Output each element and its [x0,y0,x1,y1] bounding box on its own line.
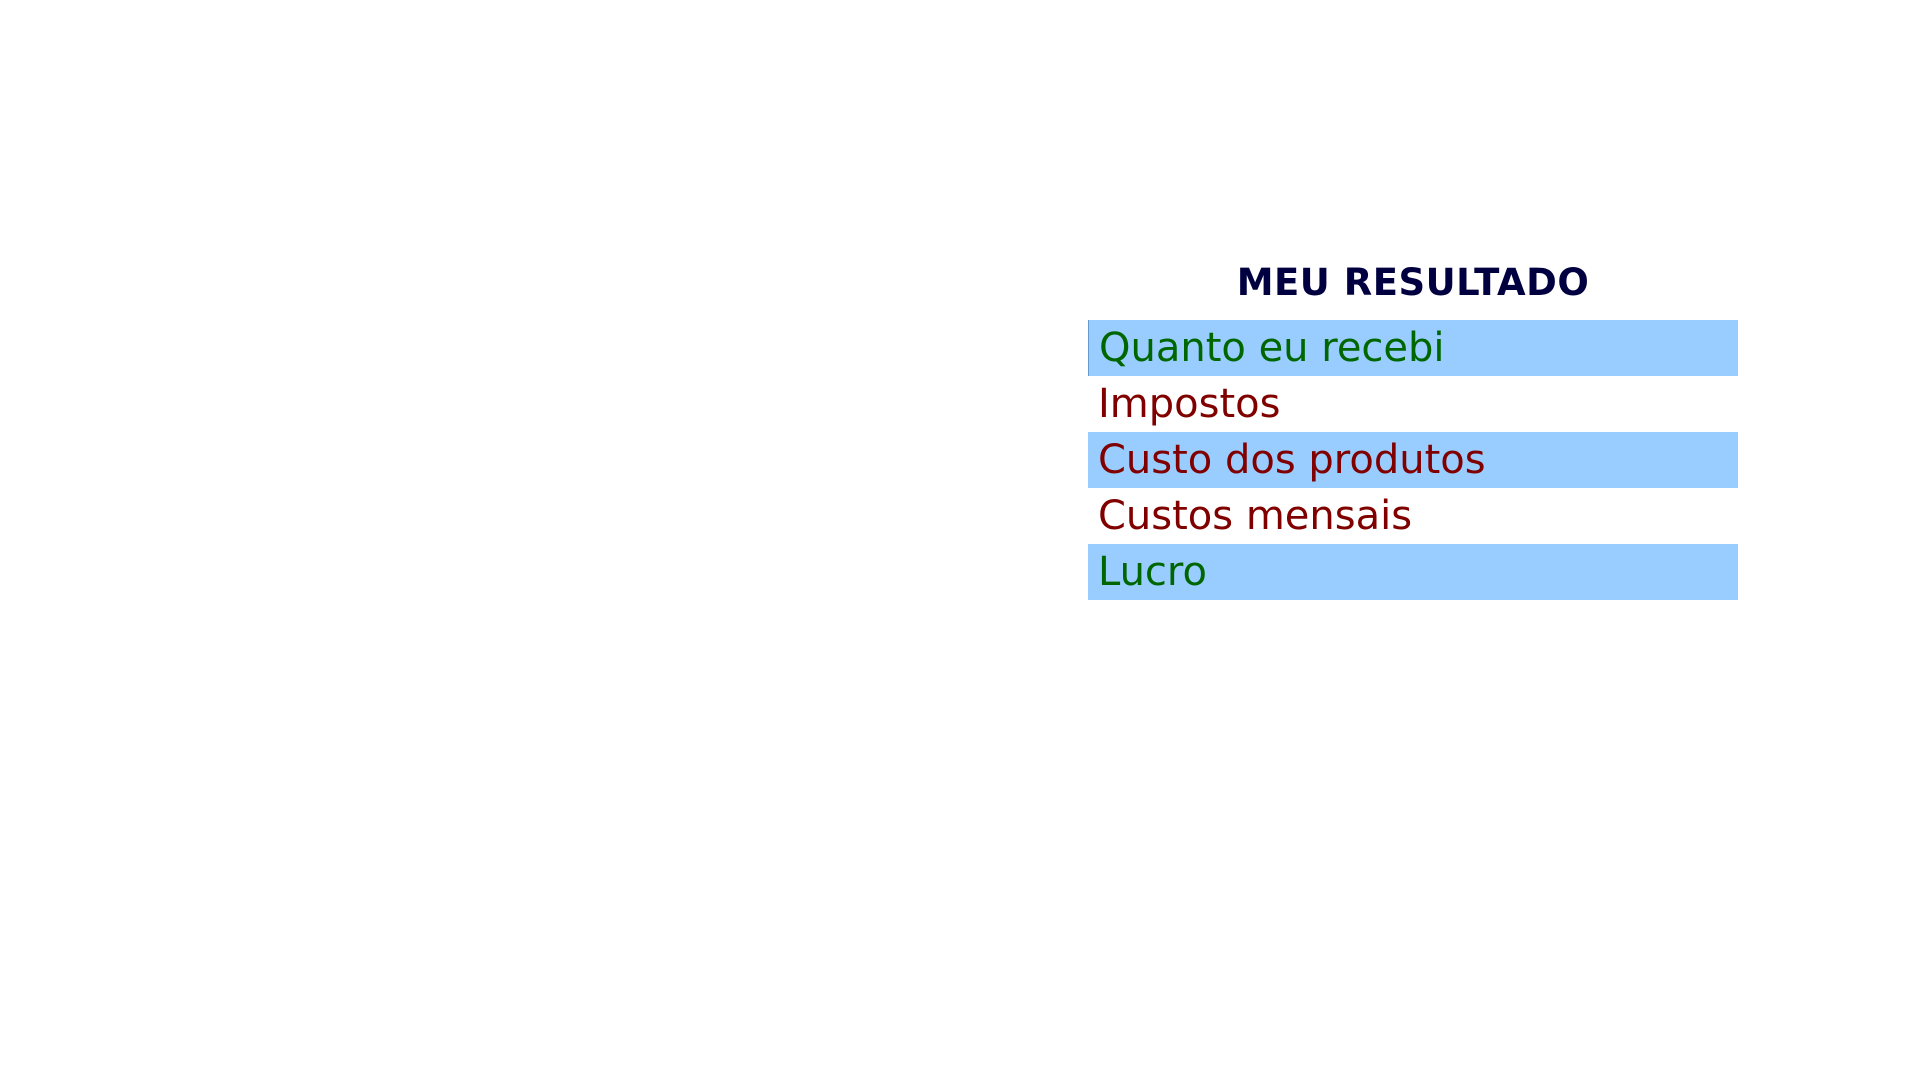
result-table [1088,258,1738,600]
result-title: MEU RESULTADO [1236,261,1590,304]
row-custo-dos-produtos: Custo dos produtos [1088,432,1738,488]
row-lucro: Lucro [1088,544,1738,600]
row-impostos: Impostos [1098,381,1281,427]
row-quanto-eu-recebi: Quanto eu recebi [1088,320,1738,376]
row-custos-mensais: Custos mensais [1098,493,1413,539]
